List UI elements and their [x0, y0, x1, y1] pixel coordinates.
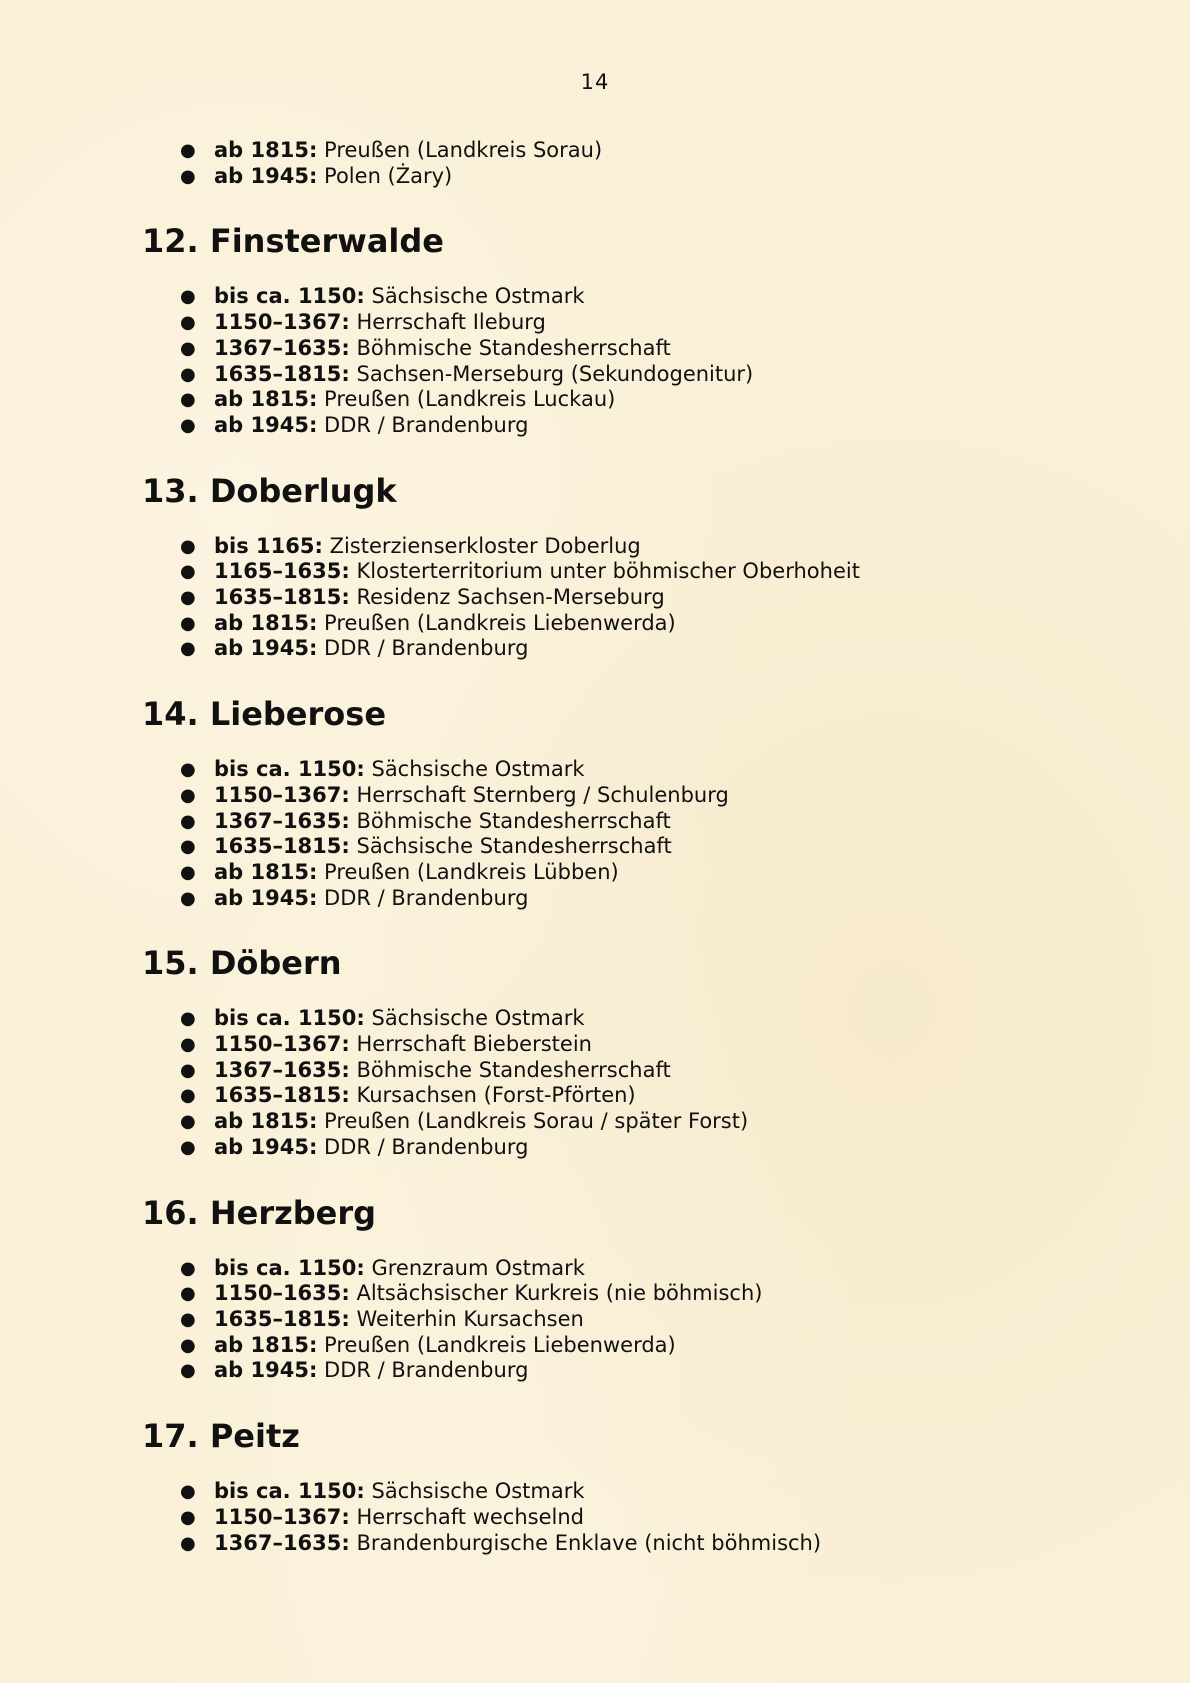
- list-item: [142, 1358, 1142, 1384]
- item-period: ab 1945:: [214, 412, 318, 437]
- item-period: ab 1815:: [214, 138, 318, 162]
- item-period: 1367–1635:: [214, 808, 350, 833]
- section-list: [142, 757, 1142, 911]
- item-text: Böhmische Standesherrschaft: [356, 808, 671, 833]
- bullet-icon: ●: [180, 389, 196, 411]
- list-item: [142, 559, 1142, 585]
- list-item: [142, 1281, 1142, 1307]
- bullet-icon: ●: [180, 1136, 196, 1158]
- bullet-icon: ●: [180, 1059, 196, 1081]
- item-text: DDR / Brandenburg: [324, 1134, 529, 1159]
- list-item: [142, 1083, 1142, 1109]
- item-text: Zisterzienserkloster Doberlug: [329, 533, 641, 558]
- item-period: 1165–1635:: [214, 559, 350, 584]
- item-text: DDR / Brandenburg: [324, 885, 529, 910]
- item-period: 1367–1635:: [214, 335, 350, 360]
- item-period: 1150–1367:: [214, 1504, 350, 1529]
- bullet-icon: ●: [180, 165, 196, 187]
- item-period: 1635–1815:: [214, 1083, 350, 1108]
- list-item: [142, 284, 1142, 310]
- item-text: Altsächsischer Kurkreis (nie böhmisch): [356, 1281, 763, 1306]
- item-text: Kursachsen (Forst-Pförten): [356, 1083, 636, 1108]
- list-item: [142, 886, 1142, 912]
- list-item: [142, 757, 1142, 783]
- list-item: [142, 1505, 1142, 1531]
- item-text: Preußen (Landkreis Sorau / später Forst): [324, 1109, 749, 1134]
- list-item: [142, 834, 1142, 860]
- bullet-icon: ●: [180, 337, 196, 359]
- item-text: Sächsische Standesherrschaft: [356, 834, 672, 859]
- list-item: [142, 164, 1142, 190]
- bullet-icon: ●: [180, 363, 196, 385]
- item-period: bis ca. 1150:: [214, 757, 365, 782]
- list-item: [142, 809, 1142, 835]
- item-period: bis ca. 1150:: [214, 284, 365, 309]
- bullet-icon: ●: [180, 587, 196, 609]
- bullet-icon: ●: [180, 1008, 196, 1030]
- item-period: ab 1945:: [214, 1134, 318, 1159]
- bullet-icon: ●: [180, 286, 196, 308]
- bullet-icon: ●: [180, 312, 196, 334]
- item-period: 1635–1815:: [214, 1306, 350, 1331]
- bullet-icon: ●: [180, 861, 196, 883]
- list-item: [142, 1058, 1142, 1084]
- item-text: DDR / Brandenburg: [324, 412, 529, 437]
- section-heading: 12. Finsterwalde: [142, 222, 444, 261]
- section-list: [142, 284, 1142, 438]
- item-text: Herrschaft wechselnd: [356, 1504, 584, 1529]
- list-item: [142, 1032, 1142, 1058]
- item-text: Herrschaft Ileburg: [356, 310, 546, 335]
- item-text: Residenz Sachsen-Merseburg: [356, 585, 665, 610]
- list-item: [142, 1333, 1142, 1359]
- item-period: 1367–1635:: [214, 1057, 350, 1082]
- item-text: Polen (Żary): [324, 163, 453, 188]
- item-text: Klosterterritorium unter böhmischer Oberhoheit: [356, 559, 860, 584]
- item-text: Sächsische Ostmark: [371, 757, 585, 782]
- bullet-icon: ●: [180, 1283, 196, 1305]
- item-period: ab 1945:: [214, 885, 318, 910]
- list-item: [142, 362, 1142, 388]
- item-text: DDR / Brandenburg: [324, 1358, 529, 1383]
- list-item: [142, 1006, 1142, 1032]
- item-text: DDR / Brandenburg: [324, 636, 529, 661]
- item-period: bis ca. 1150:: [214, 1006, 365, 1031]
- bullet-icon: ●: [180, 759, 196, 781]
- section-heading: 16. Herzberg: [142, 1193, 377, 1232]
- item-period: ab 1945:: [214, 163, 318, 188]
- item-period: 1635–1815:: [214, 585, 350, 610]
- list-item: [142, 336, 1142, 362]
- section-heading: 15. Döbern: [142, 944, 342, 983]
- bullet-icon: ●: [180, 1034, 196, 1056]
- item-text: Brandenburgische Enklave (nicht böhmisch): [356, 1530, 822, 1555]
- bullet-icon: ●: [180, 784, 196, 806]
- item-period: 1635–1815:: [214, 361, 350, 386]
- item-text: Herrschaft Bieberstein: [356, 1032, 592, 1057]
- bullet-icon: ●: [180, 535, 196, 557]
- item-text: Sächsische Ostmark: [371, 284, 585, 309]
- list-item: [142, 1479, 1142, 1505]
- item-text: Preußen (Landkreis Luckau): [324, 387, 616, 412]
- list-item: [142, 138, 1142, 164]
- bullet-icon: ●: [180, 887, 196, 909]
- bullet-icon: ●: [180, 1257, 196, 1279]
- item-period: 1635–1815:: [214, 834, 350, 859]
- bullet-icon: ●: [180, 1111, 196, 1133]
- item-text: Weiterhin Kursachsen: [356, 1306, 584, 1331]
- item-period: bis 1165:: [214, 533, 323, 558]
- item-period: ab 1815:: [214, 1332, 318, 1357]
- list-item: [142, 310, 1142, 336]
- section-list: [142, 534, 1142, 663]
- item-period: ab 1945:: [214, 1358, 318, 1383]
- item-text: Böhmische Standesherrschaft: [356, 1057, 671, 1082]
- bullet-icon: ●: [180, 1085, 196, 1107]
- bullet-icon: ●: [180, 1506, 196, 1528]
- item-period: 1150–1635:: [214, 1281, 350, 1306]
- list-item: [142, 387, 1142, 413]
- item-period: ab 1815:: [214, 387, 318, 412]
- list-item: [142, 585, 1142, 611]
- list-item: [142, 783, 1142, 809]
- bullet-icon: ●: [180, 1481, 196, 1503]
- page-number: 14: [580, 70, 610, 94]
- section-heading: 14. Lieberose: [142, 695, 387, 734]
- section-list: [142, 1479, 1142, 1556]
- bullet-icon: ●: [180, 836, 196, 858]
- item-period: bis ca. 1150:: [214, 1255, 365, 1280]
- item-period: ab 1945:: [214, 636, 318, 661]
- item-period: ab 1815:: [214, 610, 318, 635]
- item-text: Preußen (Landkreis Lübben): [324, 859, 619, 884]
- item-period: ab 1815:: [214, 859, 318, 884]
- list-item: [142, 1109, 1142, 1135]
- bullet-icon: ●: [180, 638, 196, 660]
- item-period: 1150–1367:: [214, 782, 350, 807]
- list-item: [142, 1307, 1142, 1333]
- item-period: ab 1815:: [214, 1109, 318, 1134]
- bullet-icon: ●: [180, 140, 196, 161]
- item-period: 1150–1367:: [214, 310, 350, 335]
- list-item: [142, 1531, 1142, 1557]
- item-text: Sachsen-Merseburg (Sekundogenitur): [356, 361, 754, 386]
- section-heading: 17. Peitz: [142, 1417, 300, 1456]
- intro-list: [142, 138, 1142, 189]
- item-text: Herrschaft Sternberg / Schulenburg: [356, 782, 729, 807]
- bullet-icon: ●: [180, 561, 196, 583]
- item-text: Grenzraum Ostmark: [371, 1255, 585, 1280]
- list-item: [142, 636, 1142, 662]
- bullet-icon: ●: [180, 1532, 196, 1554]
- item-period: 1150–1367:: [214, 1032, 350, 1057]
- bullet-icon: ●: [180, 414, 196, 436]
- bullet-icon: ●: [180, 612, 196, 634]
- list-item: [142, 860, 1142, 886]
- item-period: bis ca. 1150:: [214, 1479, 365, 1504]
- list-item: [142, 413, 1142, 439]
- section-list: [142, 1006, 1142, 1160]
- list-item: [142, 1256, 1142, 1282]
- list-item: [142, 1135, 1142, 1161]
- document-content: [142, 138, 1142, 1556]
- item-period: 1367–1635:: [214, 1530, 350, 1555]
- item-text: Preußen (Landkreis Liebenwerda): [324, 1332, 676, 1357]
- bullet-icon: ●: [180, 1308, 196, 1330]
- bullet-icon: ●: [180, 1334, 196, 1356]
- list-item: [142, 534, 1142, 560]
- bullet-icon: ●: [180, 810, 196, 832]
- section-heading: 13. Doberlugk: [142, 471, 397, 510]
- item-text: Preußen (Landkreis Liebenwerda): [324, 610, 676, 635]
- item-text: Sächsische Ostmark: [371, 1006, 585, 1031]
- item-text: Böhmische Standesherrschaft: [356, 335, 671, 360]
- list-item: [142, 611, 1142, 637]
- section-list: [142, 1256, 1142, 1385]
- item-text: Sächsische Ostmark: [371, 1479, 585, 1504]
- bullet-icon: ●: [180, 1360, 196, 1382]
- item-text: Preußen (Landkreis Sorau): [324, 138, 603, 162]
